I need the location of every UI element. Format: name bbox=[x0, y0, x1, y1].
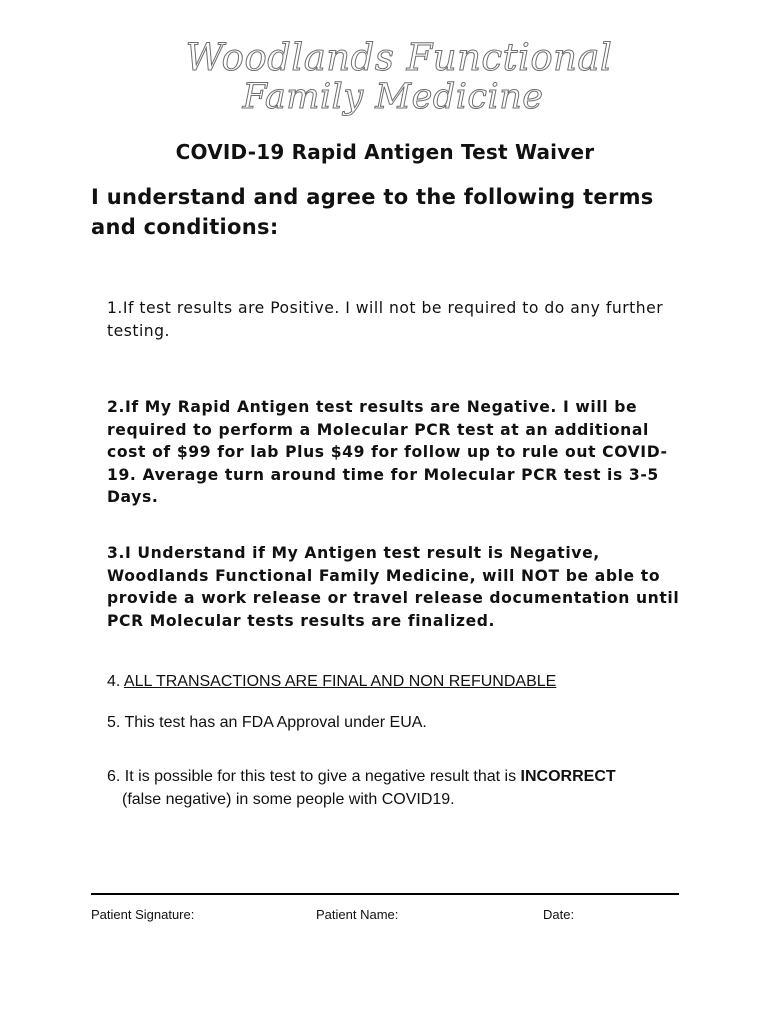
term-text-6-emphasis: INCORRECT bbox=[520, 768, 616, 785]
term-item-5 bbox=[107, 712, 687, 735]
term-item-6 bbox=[107, 766, 687, 811]
term-item-4 bbox=[107, 671, 687, 694]
term-number-4: 4. bbox=[107, 673, 121, 690]
term-item-1 bbox=[107, 297, 687, 342]
term-text-3: I Understand if My Antigen test result is Negative, Woodlands Functional Family Medicine, will NOT be able to provide a work release or travel release documentation until PCR Molecular tests results are finalized. bbox=[107, 544, 680, 630]
term-item-3 bbox=[107, 542, 687, 632]
patient-name-label: Patient Name: bbox=[316, 907, 399, 922]
term-number-5: 5. bbox=[107, 714, 121, 731]
logo-line-1: Woodlands Functional bbox=[185, 36, 613, 79]
term-text-6-after: (false negative) in some people with COVID19. bbox=[122, 790, 455, 808]
term-text-1: If test results are Positive. I will not be required to do any further testing. bbox=[107, 299, 664, 340]
term-number-1: 1. bbox=[107, 299, 123, 317]
term-text-4: ALL TRANSACTIONS ARE FINAL AND NON REFUNDABLE bbox=[123, 673, 557, 690]
term-number-6: 6. bbox=[107, 768, 121, 785]
term-text-6-before: It is possible for this test to give a negative result that is bbox=[124, 768, 521, 785]
term-number-2: 2. bbox=[107, 398, 125, 416]
intro-heading: I understand and agree to the following terms and conditions: bbox=[91, 185, 654, 239]
term-text-5: This test has an FDA Approval under EUA. bbox=[124, 714, 427, 731]
date-label: Date: bbox=[543, 907, 575, 922]
term-number-3: 3. bbox=[107, 544, 125, 562]
page-title: COVID-19 Rapid Antigen Test Waiver bbox=[175, 140, 595, 164]
signature-line bbox=[91, 893, 679, 895]
term-text-2: If My Rapid Antigen test results are Negative. I will be required to perform a Molecular PCR test at an additional cost of $99 for lab Plus $49 for follow up to rule out COVID-19. Average turn around time for Molecular PCR test is 3-5 Days. bbox=[107, 398, 668, 506]
patient-signature-label: Patient Signature: bbox=[91, 907, 195, 922]
logo-line-2: Family Medicine bbox=[242, 77, 544, 117]
term-item-2 bbox=[107, 396, 687, 509]
